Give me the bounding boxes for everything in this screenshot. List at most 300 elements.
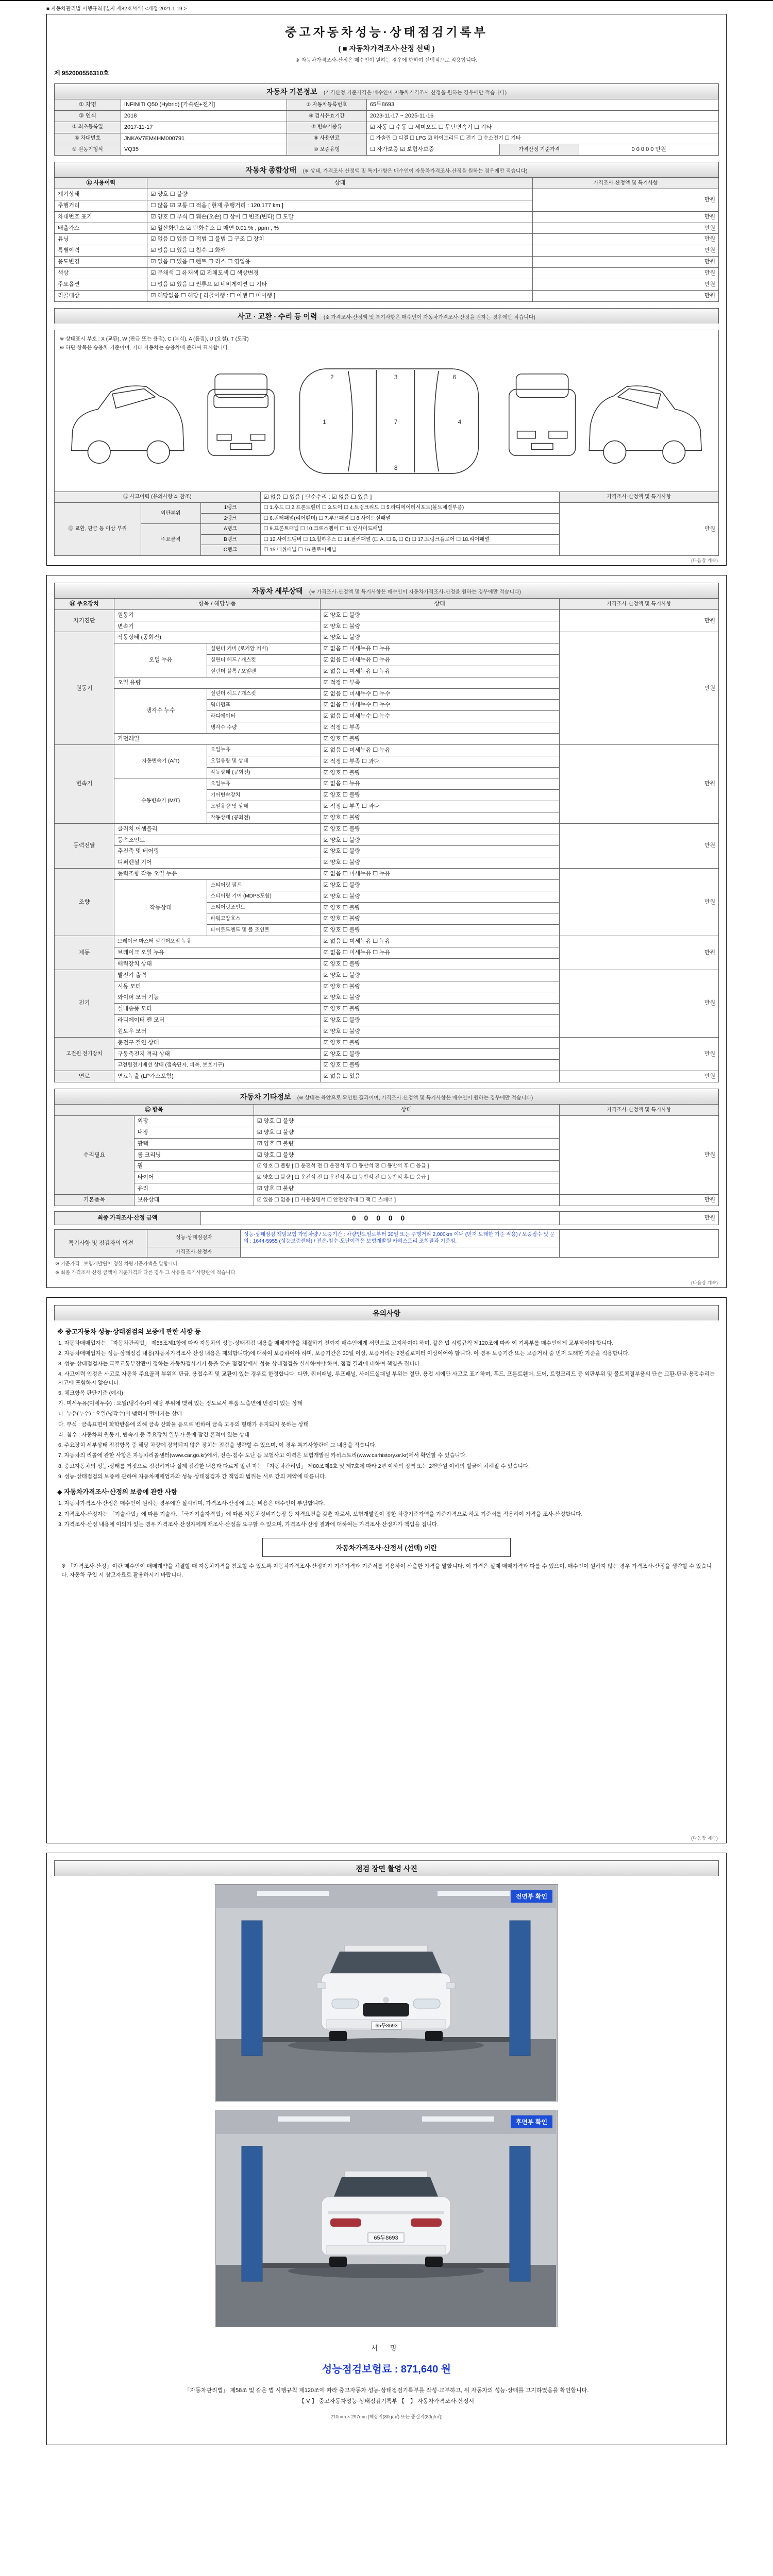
car-diagram-panel [54, 330, 719, 492]
table-cell: ⑪ 사용이력 [55, 178, 147, 189]
table-row [55, 1105, 719, 1116]
table-cell: 조향 [55, 869, 114, 936]
table-cell: 최종 가격조사·산정 금액 [55, 1211, 201, 1225]
table-cell: 만원 [559, 1037, 718, 1071]
table-cell: ☑ 무채색 ☐ 유채색 ☑ 전체도색 ☐ 색상변경 [147, 267, 533, 279]
table-cell: 만원 [559, 1115, 718, 1194]
car-diagram-rear [509, 374, 576, 455]
photo-badge-front: 전면부 확인 [511, 1890, 552, 1903]
table-cell: 작동상태 (공회전) [207, 812, 320, 823]
table-cell: ☑ 양호 ☐ 불량 [320, 733, 559, 744]
table-cell: 클러치 어셈블리 [114, 823, 321, 835]
inspection-photo-front [215, 1884, 558, 2102]
sheet-2 [46, 575, 727, 1288]
table-cell: 가격조사·산정액 및 특기사항 [533, 178, 719, 189]
table-row [55, 257, 719, 268]
table-cell: 연료 [55, 1071, 114, 1082]
rear-license-plate: 65두8693 [374, 2234, 398, 2241]
table-cell: 동력전달 [55, 823, 114, 868]
table-cell: ☐ 9.프론트패널 ☐ 10.크로스멤버 ☐ 11.인사이드패널 [260, 524, 559, 535]
remarks-table [54, 1229, 719, 1258]
table-cell: ⑬ 교환, 판금 등 이상 부위 [55, 503, 141, 556]
list-item: 9. 성능·상태점검의 보증에 관하여 자동차매매업자와 성능·상태점검자 간 책임의 범위는 서로 간의 계약에 따릅니다. [58, 1473, 327, 1480]
table-cell: ☑ 없음 ☐ 미세누유 ☐ 누유 [320, 643, 559, 655]
sheet-3 [46, 1297, 727, 1843]
svg-text:1: 1 [323, 418, 326, 426]
final-price-table [54, 1211, 719, 1225]
state-code-notes [60, 334, 713, 351]
table-row [55, 122, 719, 133]
table-cell: 오일누유 [207, 778, 320, 790]
table-cell: ☑ 양호 ☐ 불량 [320, 609, 559, 621]
table-cell: ☑ 있음 ☐ 없음 [ ☐ 사용설명서 ☐ 안전삼각대 ☐ 잭 ☐ 스패너 ] [254, 1194, 559, 1206]
table-cell: B랭크 [200, 534, 260, 545]
table-cell: 스티어링조인트 [207, 902, 320, 913]
table-cell: VQ35 [121, 144, 287, 156]
table-cell: ☑ 양호 ☐ 불량 [320, 913, 559, 925]
list-item: 4. 사고이력 인정은 사고로 자동차 주요골격 부위의 판금, 용접수리 및 교환이 있는 경우로 한정합니다. 다만, 쿼터패널, 루프패널, 사이드실패널 부위는 절단, 용접 시에만 사고로 표기하며, 후드, 프론트휀더, 도어, 트렁크리드 등 외판부위 및 볼트체결부품의 단순 교환·판금·용접수리는 사고에 포함하지 않습니다. [58, 1371, 715, 1386]
price-assessment-description: ※ 「가격조사·산정」이란 매수인이 매매계약을 체결할 때 자동차가격을 참고할 수 있도록 자동차가격조사·산정자가 기준가격과 기준서를 적용하여 산출한 가격을 말합니다. 이 가격은 실제 매매가격과 다를 수 있으며, 매수인이 원하지 않는 경우 가격조사·산정을 생략할 수 있습니다. 자동차 구입 시 참고자료로 활용하시기 바랍니다. [61, 1563, 712, 1578]
table-cell: ⑫ 사고이력 (유의사항 4. 참조) [55, 492, 261, 503]
paper-spec-footer: 210mm × 297mm [백상지(80g/㎡) 또는 중질지(80g/㎡)] [330, 2414, 443, 2419]
table-cell: ☑ 양호 ☐ 불량 [320, 621, 559, 632]
table-cell: ☑ 양호 ☐ 불량 [320, 1004, 559, 1015]
table-cell: ☑ 양호 ☐ 불량 [320, 767, 559, 778]
table-cell: ⑤ 최초등록일 [55, 122, 121, 133]
table-cell: 와이퍼 모터 기능 [114, 992, 321, 1004]
table-cell: 기본품목 [55, 1194, 135, 1206]
table-cell: 윈도우 모터 [114, 1026, 321, 1037]
section-title: 자동차 기본정보 [266, 88, 317, 96]
list-item: 6. 주요장치 세부상태 점검항목 중 해당 차량에 장착되지 않은 장치는 점검을 생략할 수 있으며, 이 경우 특기사항란에 그 내용을 적습니다. [58, 1442, 377, 1449]
table-cell: 연료누출 (LP가스포함) [114, 1071, 321, 1082]
notice-list-2 [54, 1499, 719, 1529]
table-cell: 주요옵션 [55, 279, 147, 290]
table-row [55, 744, 719, 756]
sheet-1 [46, 14, 727, 566]
table-cell: 가격산정 기준가격 [499, 144, 579, 156]
table-cell: 실내송풍 모터 [114, 1004, 321, 1015]
table-cell: 만원 [559, 869, 718, 936]
table-cell: ☐ 6.쿼터패널(리어휀더) ☐ 7.루프패널 ☐ 8.사이드실패널 [260, 513, 559, 524]
table-cell: 원동기 [114, 609, 321, 621]
table-row [55, 144, 719, 156]
table-cell: 만원 [533, 245, 719, 257]
table-cell: ☑ 없음 ☐ 미세누유 ☐ 누유 [320, 655, 559, 666]
table-cell: ☑ 없음 ☐ 미세누수 ☐ 누수 [320, 700, 559, 711]
table-cell: ☑ 양호 ☐ 불량 [320, 958, 559, 970]
list-item: ※ 상태표시 부호 : X (교환), W (판금 또는 용접), C (부식), A (흠집), U (요철), T (도장) [60, 336, 249, 342]
table-cell: 만원 [559, 744, 718, 823]
table-row [55, 279, 719, 290]
table-cell: ☐ 가솔린 ☐ 디젤 ☐ LPG ☑ 하이브리드 ☐ 전기 ☐ 수소전기 ☐ 기타 [366, 133, 718, 144]
car-diagram-front [208, 374, 274, 455]
table-cell: 라디에이터 [207, 711, 320, 722]
table-cell: 0 0 0 0 0 만원 [579, 144, 719, 156]
table-cell: ☑ 양호 ☐ 불량 [320, 1015, 559, 1026]
table-cell: 충전구 절연 상태 [114, 1037, 321, 1048]
table-cell: ☑ 적정 ☐ 부족 [320, 677, 559, 688]
table-cell: 원동기 [55, 632, 114, 744]
section-header-overall [54, 162, 719, 177]
table-cell: ☑ 일산화탄소 ☑ 탄화수소 ☐ 매연 0.01 % , ppm , % [147, 223, 533, 234]
table-row [55, 133, 719, 144]
table-cell: 만원 [559, 1194, 718, 1206]
table-cell: 2017-11-17 [121, 122, 287, 133]
table-cell: 계기상태 [55, 189, 147, 200]
table-cell: ☑ 양호 ☐ 불량 [320, 835, 559, 846]
table-cell: 스티어링 기어 (MDPS포함) [207, 891, 320, 902]
table-cell: 오일누유 [207, 744, 320, 756]
table-row [55, 1071, 719, 1082]
list-item: ※ 기준가격 : 보험개발원이 정한 차량기준가액을 말합니다. [55, 1261, 179, 1267]
table-cell: 만원 [533, 234, 719, 245]
overall-condition-table [54, 177, 719, 301]
table-cell: ☑ 없음 ☐ 있음 [320, 1071, 559, 1082]
list-item: 3. 가격조사·산정 내용에 이의가 있는 경우 가격조사·산정자에게 재조사·산정을 요구할 수 있으며, 가격조사·산정 결과에 대하여는 가격조사·산정자가 책임을 집니다. [58, 1521, 439, 1528]
table-cell: 성능·상태점검자 [147, 1229, 240, 1247]
table-cell: 추진축 및 베어링 [114, 846, 321, 857]
table-cell: 0 0 0 0 0 [200, 1211, 559, 1225]
table-cell: 변속기 [114, 621, 321, 632]
table-cell: 가격조사·산정액 및 특기사항 [559, 492, 718, 503]
table-cell: ☐ 15.대쉬패널 ☐ 16.플로어패널 [260, 545, 559, 556]
table-row [55, 189, 719, 200]
table-row [55, 178, 719, 189]
table-cell: 등속조인트 [114, 835, 321, 846]
table-cell: 만원 [559, 609, 718, 632]
table-cell: ☐ 12.사이드멤버 ☐ 13.휠하우스 ☐ 14.필러패널 (☐ A, ☐ B, ☐ C) ☐ 17.트렁크플로어 ☐ 18.리어패널 [260, 534, 559, 545]
table-cell: 특기사항 및 점검자의 의견 [55, 1229, 147, 1258]
table-row [55, 492, 719, 503]
table-cell: 만원 [533, 211, 719, 223]
table-cell: ☑ 없음 ☐ 미세누수 ☐ 누수 [320, 711, 559, 722]
sheet-4 [46, 1853, 727, 2445]
table-cell: 1랭크 [200, 503, 260, 514]
table-cell: 타이어 [134, 1172, 254, 1183]
table-cell: 오일 유량 [114, 677, 321, 688]
table-cell: ☑ 없음 ☐ 있음 [ 단순수리 : ☑ 없음 ☐ 있음 ] [260, 492, 559, 503]
table-cell: 만원 [533, 223, 719, 234]
table-cell: ☑ 양호 ☐ 불량 [320, 925, 559, 936]
svg-text:8: 8 [394, 464, 398, 471]
table-cell: 만원 [533, 279, 719, 290]
svg-text:6: 6 [452, 373, 457, 381]
table-cell: ☑ 없음 ☐ 미세누수 ☐ 누수 [320, 688, 559, 700]
table-cell: 휠 [134, 1161, 254, 1172]
table-cell: 동력조향 작동 오일 누유 [114, 869, 321, 880]
table-cell: 시동 모터 [114, 981, 321, 992]
table-cell: 용도변경 [55, 257, 147, 268]
table-cell: 변속기 [55, 744, 114, 823]
table-cell: ☑ 양호 ☐ 불량 [320, 632, 559, 643]
table-cell: 디퍼렌셜 기어 [114, 857, 321, 869]
title-select-note: ※ 자동차가격조사·산정은 매수인이 원하는 경우에 한하여 선택적으로 적용합니다. [295, 58, 478, 63]
table-cell: INFINITI Q50 (Hybrid) [가솔린+전기] [121, 99, 287, 111]
table-cell: 만원 [533, 290, 719, 301]
table-cell: ⑭ 주요장치 [55, 598, 114, 609]
title-select-line: ( ■ 자동차가격조사·산정 선택 ) [338, 44, 435, 53]
table-cell: ☐ 많음 ☑ 보통 ☐ 적음 [ 현재 주행거리 : 120,177 km ] [147, 200, 533, 211]
table-cell: 만원 [559, 1211, 718, 1225]
section-note: (※ 상태는 육안으로 확인한 결과이며, 가격조사·산정액 및 특기사항은 매수인이 원하는 경우에만 적습니다) [297, 1095, 533, 1101]
table-cell: 만원 [533, 257, 719, 268]
table-cell: ☑ 없음 ☐ 있음 ☐ 렌트 ☐ 리스 ☐ 영업용 [147, 257, 533, 268]
table-cell: ☐ 자가보증 ☑ 보험사보증 [366, 144, 499, 156]
table-row [55, 223, 719, 234]
page-title: 중고자동차성능·상태점검기록부 [285, 25, 488, 39]
table-row [55, 290, 719, 301]
table-cell: A랭크 [200, 524, 260, 535]
notice-subhead-2: ◆ 자동차가격조사·산정의 보증에 관한 사항 [57, 1488, 177, 1496]
table-cell: ☑ 양호 ☐ 불량 [147, 189, 533, 200]
table-cell: 수동변속기 (M/T) [114, 778, 207, 823]
section-header-etc [54, 1089, 719, 1104]
table-cell [559, 1229, 718, 1258]
list-item: 2. 가격조사·산정자는 「기술사법」에 따른 기술사, 「국가기술자격법」에 따른 자동차정비기능장 등 자격요건을 갖춘 자로서, 보험개발원이 정한 차량기준가액을 기준가격으로 하고 기준서를 적용하여 가격을 조사·산정합니다. [58, 1511, 583, 1517]
table-cell: ☑ 양호 ☐ 불량 [254, 1183, 559, 1195]
table-cell: 실린더 헤드 / 개스킷 [207, 655, 320, 666]
table-row [55, 609, 719, 621]
list-item: 5. 체크항목 판단기준 (예시) [58, 1389, 123, 1396]
table-cell: 오일유량 및 상태 [207, 801, 320, 812]
table-cell: ☑ 양호 ☐ 부식 ☐ 훼손(오손) ☐ 상이 ☐ 변조(변타) ☐ 도말 [147, 211, 533, 223]
list-item: 2. 자동차매매업자는 성능·상태점검 내용(자동차가격조사·산정 내용은 제외합니다)에 대하여 보증하여야 하며, 보증기간은 30일 이상, 보증거리는 2천킬로미터 이상이어야 합니다. 이 경우 보증기간 또는 보증거리 중 먼저 도래한 기준을 적용합니다. [58, 1350, 630, 1357]
table-cell: 실린더 헤드 / 개스킷 [207, 688, 320, 700]
table-cell: 상태 [320, 598, 559, 609]
table-cell: ☑ 적정 ☐ 부족 ☐ 과다 [320, 801, 559, 812]
table-cell: ☑ 양호 ☐ 불량 [254, 1115, 559, 1127]
table-cell: ☑ 양호 ☐ 불량 [320, 879, 559, 891]
table-cell: ☑ 양호 ☐ 불량 [320, 970, 559, 981]
table-cell: 브레이크 마스터 실린더오일 누유 [114, 936, 321, 947]
table-cell: 라디에이터 팬 모터 [114, 1015, 321, 1026]
section-header-notice [54, 1305, 719, 1320]
table-row [55, 99, 719, 111]
section-title: 자동차 세부상태 [251, 586, 303, 595]
table-cell: ☑ 양호 ☐ 불량 [320, 902, 559, 913]
table-row [55, 632, 719, 643]
table-cell: ☑ 양호 ☐ 불량 [320, 846, 559, 857]
table-cell: 2023-11-17 ~ 2025-11-16 [366, 110, 718, 122]
table-row [55, 936, 719, 947]
table-cell: 성능·상태점검 책임보험 가입차량 / 보증기간 : 차량인도일로부터 30일 또는 주행거리 2,000km 이내 (먼저 도래한 기준 적용) / 보증접수 및 문의 : 1644-5955 (성능보증센터) / 전손·침수·도난이력은 보험개발원 카히스토리 조회결과 기준임. [240, 1229, 559, 1247]
final-price-notes [54, 1261, 719, 1277]
section-note: (※ 가격조사·산정액 및 특기사항은 매수인이 자동차가격조사·산정을 원하는 경우에만 적습니다) [323, 314, 535, 320]
table-cell: C랭크 [200, 545, 260, 556]
table-cell: JNKAV7EM4HM000791 [121, 133, 287, 144]
list-item: 1. 자동차매매업자는 「자동차관리법」 제58조제1항에 따라 자동차의 성능·상태점검 내용을 매매계약을 체결하기 전까지 매수인에게 서면으로 고지하여야 하며, 같은 법 시행규칙 제120조에 따라 이 기록부를 매수인에게 교부하여야 합니다. [58, 1340, 614, 1346]
table-cell: 상태 [147, 178, 533, 189]
table-cell: ☑ 양호 ☐ 불량 [320, 981, 559, 992]
table-cell: ☑ 양호 ☐ 불량 [254, 1127, 559, 1138]
table-cell: ① 차명 [55, 99, 121, 111]
table-row [55, 1229, 719, 1247]
table-cell: ☑ 자동 ☐ 수동 ☐ 세미오토 ☐ 무단변속기 ☐ 기타 [366, 122, 718, 133]
table-cell: ⑨ 원동기형식 [55, 144, 121, 156]
inspection-photo-front-image [215, 1885, 557, 2101]
table-cell: ③ 연식 [55, 110, 121, 122]
table-cell: 작동상태 (공회전) [207, 767, 320, 778]
table-cell: 발전기 출력 [114, 970, 321, 981]
table-cell: ☑ 양호 ☐ 불량 [320, 891, 559, 902]
table-row [55, 110, 719, 122]
list-item: ※ 하단 항목은 승용차 기준이며, 기타 자동차는 승용차에 준하여 표시합니다. [60, 345, 229, 351]
table-cell: 차대번호 표기 [55, 211, 147, 223]
section-note: (※ 상태, 가격조사·산정액 및 특기사항은 매수인이 자동차가격조사·산정을 원하는 경우에만 적습니다) [303, 168, 528, 175]
table-cell: ⑮ 항목 [55, 1105, 254, 1116]
table-cell: 파워고압호스 [207, 913, 320, 925]
table-cell: ④ 검사유효기간 [287, 110, 367, 122]
photo-badge-rear: 후면부 확인 [511, 2115, 552, 2128]
table-cell: ☑ 양호 ☐ 불량 [254, 1138, 559, 1149]
table-cell: ☑ 양호 ☐ 불량 [320, 857, 559, 869]
table-row [55, 1115, 719, 1127]
table-cell: 만원 [559, 503, 718, 556]
form-reference: ■ 자동차관리법 시행규칙 [별지 제82호서식] <개정 2021.1.19.> [46, 6, 187, 12]
table-cell: 작동상태 [114, 879, 207, 936]
section-header-basic [54, 83, 719, 99]
section-note: (※ 가격조사·산정액 및 특기사항은 매수인이 자동차가격조사·산정을 원하는 경우에만 적습니다) [309, 589, 522, 595]
notice-subhead-1: ※ 중고자동차 성능·상태점검의 보증에 관한 사항 등 [57, 1328, 201, 1335]
table-cell: ☑ 없음 ☐ 있음 ☐ 침수 ☐ 화재 [147, 245, 533, 257]
table-cell: ☑ 적정 ☐ 부족 [320, 722, 559, 734]
table-cell: ☑ 적정 ☐ 부족 ☐ 과다 [320, 756, 559, 767]
table-cell: 작동상태 (공회전) [114, 632, 321, 643]
front-license-plate: 65두8693 [375, 2023, 398, 2029]
document-number: 제 952000556310호 [54, 70, 109, 77]
table-cell: ☑ 해당없음 ☐ 해당 [ 리콜이행 : ☐ 이행 ☐ 미이행 ] [147, 290, 533, 301]
section-title: 점검 장면 촬영 사진 [356, 1864, 417, 1873]
table-row [55, 267, 719, 279]
table-cell: 제동 [55, 936, 114, 970]
table-cell: ☑ 양호 ☐ 불량 [320, 1037, 559, 1048]
accident-history-table [54, 492, 719, 556]
list-item: 3. 성능·상태점검자는 국토교통부장관이 정하는 자동차검사기기 등을 갖춘 점검장에서 성능·상태점검을 실시하여야 하며, 점검 결과에 대하여 책임을 집니다. [58, 1361, 422, 1367]
list-item: 7. 자동차의 리콜에 관한 사항은 자동차리콜센터(www.car.go.kr)에서, 전손·침수·도난 등 보험사고 이력은 보험개발원 카히스토리(www.carhistory.or.kr)에서 확인할 수 있습니다. [58, 1452, 467, 1459]
table-row [55, 970, 719, 981]
section-title: 사고 · 교환 · 수리 등 이력 [238, 312, 317, 320]
table-cell: 자동변속기 (A/T) [114, 744, 207, 778]
svg-text:3: 3 [394, 373, 398, 381]
table-cell: 고전원 전기장치 [55, 1037, 114, 1071]
table-row [55, 1194, 719, 1206]
car-diagram-side-right [589, 386, 701, 463]
section-title: 유의사항 [372, 1309, 401, 1317]
table-cell: 만원 [533, 267, 719, 279]
table-cell: ☑ 없음 ☐ 미세누유 ☐ 누유 [320, 947, 559, 959]
section-header-photo [54, 1860, 719, 1876]
table-cell: 만원 [559, 632, 718, 744]
page-continues-note: (다음장 계속) [691, 557, 718, 563]
table-cell: 유리 [134, 1183, 254, 1195]
table-cell: 실린더 커버 (로커암 커버) [207, 643, 320, 655]
table-cell: ☑ 없음 ☐ 미세누유 ☐ 누유 [320, 936, 559, 947]
car-diagram-side-left [72, 386, 184, 463]
table-cell: ⑥ 차대번호 [55, 133, 121, 144]
svg-text:4: 4 [458, 418, 462, 426]
table-cell: 만원 [559, 936, 718, 970]
table-row [55, 598, 719, 609]
table-cell: ⑦ 변속기종류 [287, 122, 367, 133]
attestation-line-2: 【 V 】 중고자동차성능·상태점검기록부 【 】 자동차가격조사·산정서 [299, 2398, 474, 2404]
section-header-accident [54, 308, 719, 324]
table-cell: 만원 [533, 189, 719, 212]
table-row [55, 869, 719, 880]
table-cell: ☑ 양호 ☐ 불량 [320, 790, 559, 801]
table-cell: 고전원전기배선 상태 (접속단자, 피복, 보호기구) [114, 1060, 321, 1071]
table-cell: 외장 [134, 1115, 254, 1127]
list-item: 1. 자동차가격조사·산정은 매수인이 원하는 경우에만 실시하며, 가격조사·산정에 드는 비용은 매수인이 부담합니다. [58, 1500, 325, 1507]
table-cell: 상태 [254, 1105, 559, 1116]
table-cell: 만원 [559, 823, 718, 868]
table-cell: 기어변속장치 [207, 790, 320, 801]
table-cell: ☑ 없음 ☐ 미세누유 ☐ 누유 [320, 744, 559, 756]
svg-text:7: 7 [394, 418, 398, 426]
table-cell: ☑ 양호 ☐ 불량 [254, 1149, 559, 1161]
table-cell: 색상 [55, 267, 147, 279]
table-row [55, 1211, 719, 1225]
table-cell: ⑩ 보증유형 [287, 144, 367, 156]
table-cell: 주요골격 [141, 524, 200, 556]
table-cell: 만원 [559, 970, 718, 1037]
table-cell: 냉각수 수량 [207, 722, 320, 734]
page-continues-note: (다음장 계속) [691, 1280, 718, 1285]
table-cell: 배출가스 [55, 223, 147, 234]
table-cell: 타이로드엔드 및 볼 조인트 [207, 925, 320, 936]
table-cell: ☐ 1.후드 ☐ 2.프론트휀더 ☐ 3.도어 ☐ 4.트렁크리드 ☐ 5.라디에이터서포트(볼트체결부품) [260, 503, 559, 514]
table-cell: 가격조사·산정액 및 특기사항 [559, 1105, 718, 1116]
table-cell: ☑ 양호 ☐ 불량 [320, 823, 559, 835]
table-row [55, 823, 719, 835]
table-cell: 주행거리 [55, 200, 147, 211]
section-header-detail [54, 583, 719, 598]
list-item: 다. 부식 : 금속표면이 화학반응에 의해 금속 산화물 등으로 변하여 금속 고유의 형태가 유지되지 못하는 상태 [58, 1421, 309, 1428]
list-item: 가. 미세누유(미세누수) : 오일(냉각수)이 해당 부위에 맺혀 있는 정도로서 부품 노출면에 번짐이 있는 상태 [58, 1400, 303, 1407]
svg-text:2: 2 [330, 373, 334, 381]
table-cell: ☑ 양호 ☐ 불량 [320, 992, 559, 1004]
table-cell: ☑ 없음 ☐ 미세누유 ☐ 누유 [320, 666, 559, 677]
table-cell: ☑ 없음 ☐ 미세누유 ☐ 누유 [320, 869, 559, 880]
table-cell: 자기진단 [55, 609, 114, 632]
table-cell: 스티어링 펌프 [207, 879, 320, 891]
table-cell: 수리필요 [55, 1115, 135, 1194]
signature-label: 서 명 [371, 2344, 402, 2352]
section-title: 자동차 종합상태 [245, 166, 297, 175]
table-cell: 구동축전지 격리 상태 [114, 1048, 321, 1060]
table-cell: 보유상태 [134, 1194, 254, 1206]
table-cell: 워터펌프 [207, 700, 320, 711]
table-cell: 브레이크 오일 누유 [114, 947, 321, 959]
inspection-photo-rear-image [215, 2110, 557, 2327]
table-cell: ⑧ 사용연료 [287, 133, 367, 144]
table-cell: ☑ 양호 ☐ 불량 [320, 1048, 559, 1060]
attestation-line-1: 「자동차관리법」 제58조 및 같은 법 시행규칙 제120조에 따라 중고자동차 성능·상태점검기록부를 작성·교부하고, 위 자동차의 성능·상태를 고지하였음을 확인합니다. [184, 2387, 589, 2394]
table-cell: ☑ 양호 ☐ 불량 [320, 1060, 559, 1071]
notice-list-1 [54, 1339, 719, 1481]
table-cell: ☑ 없음 ☐ 누유 [320, 778, 559, 790]
table-cell: 룸 크리닝 [134, 1149, 254, 1161]
list-item: 나. 누유(누수) : 오일(냉각수)이 맺혀서 떨어지는 상태 [58, 1411, 182, 1417]
table-cell: 특별이력 [55, 245, 147, 257]
inspection-insurance-fee: 성능점검보험료 : 871,640 원 [322, 2363, 451, 2375]
table-cell: 오일 누유 [114, 643, 207, 677]
detailed-condition-table [54, 598, 719, 1082]
list-item: ※ 최종 가격조사·산정 금액이 기준가격과 다른 경우 그 사유를 특기사항란에 적습니다. [55, 1269, 237, 1276]
table-cell: 전기 [55, 970, 114, 1037]
table-cell: 오일유량 및 상태 [207, 756, 320, 767]
table-cell: 가격조사·산정액 및 특기사항 [559, 598, 718, 609]
